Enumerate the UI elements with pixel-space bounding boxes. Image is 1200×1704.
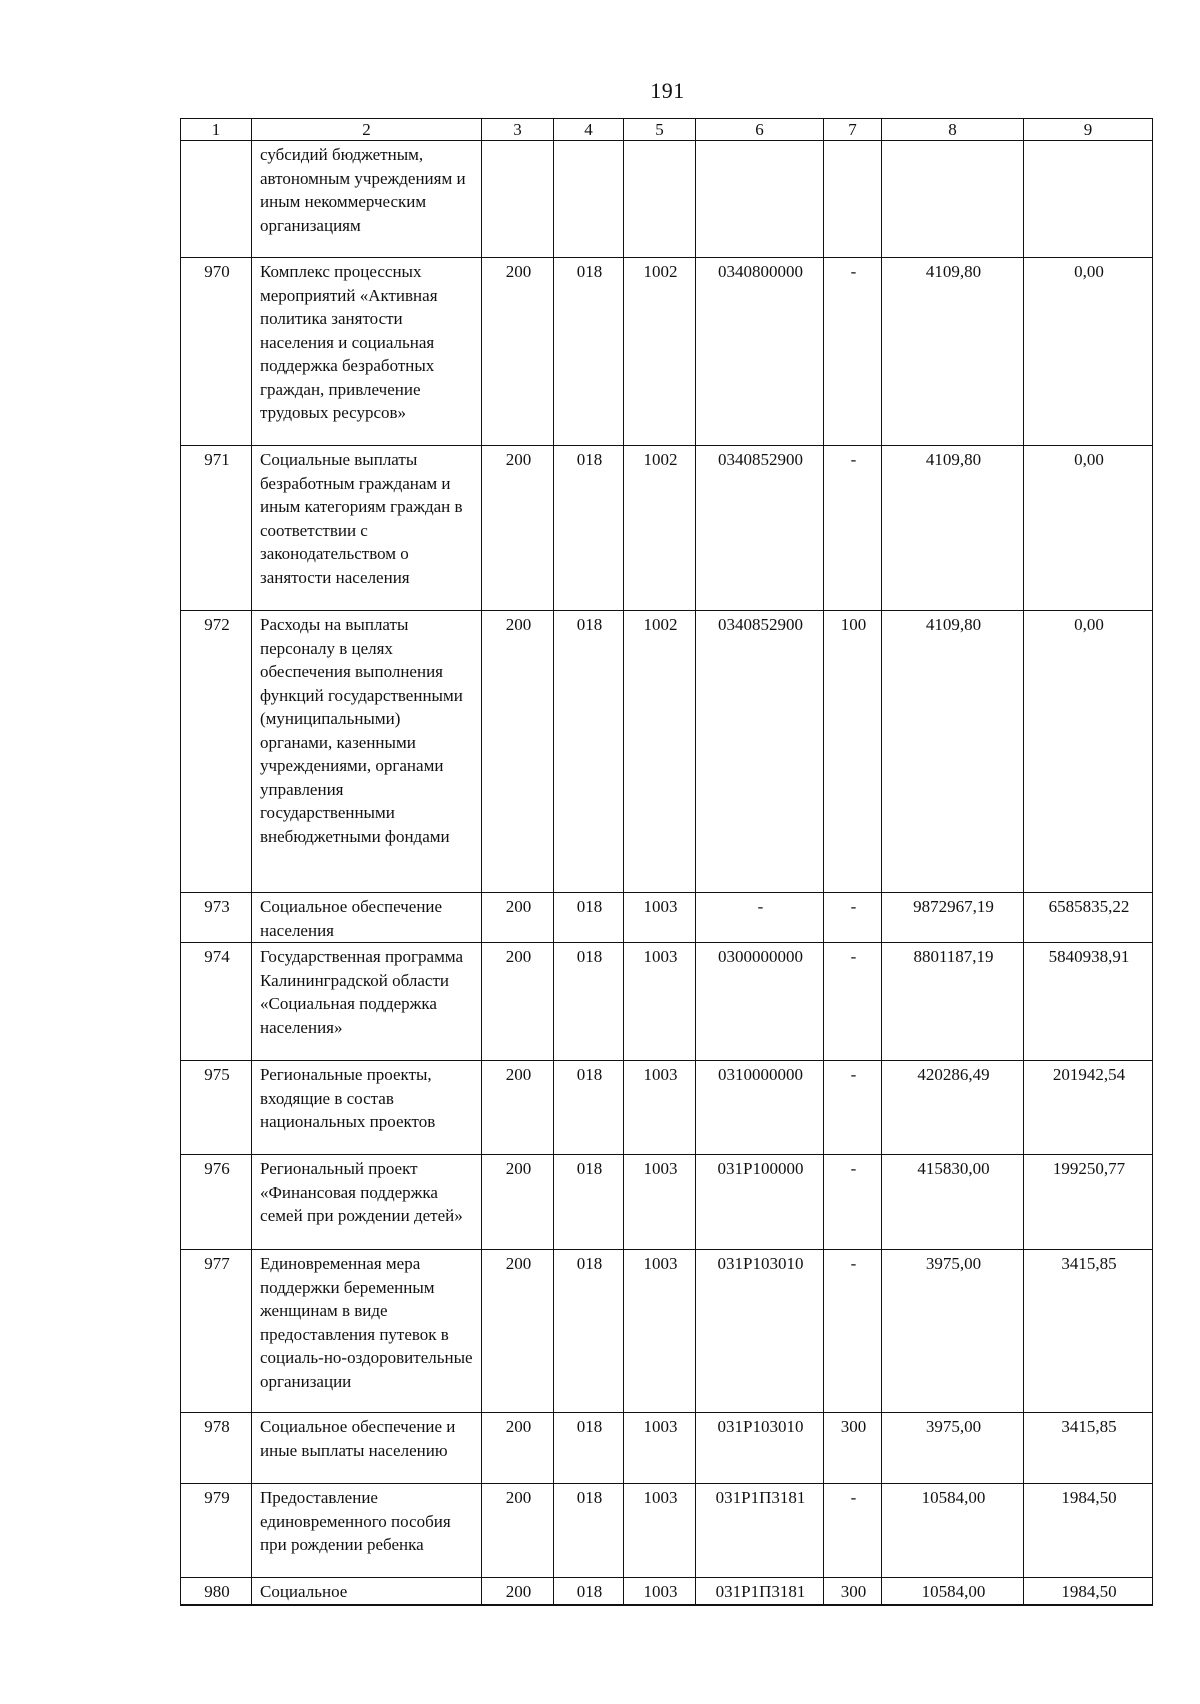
header-cell: 9 [1024, 119, 1153, 141]
row-name: Комплекс процессных мероприятий «Активная политика занятости населения и социальная поддержка безработных граждан, привлечение трудовых ресурсов» [252, 258, 482, 446]
cell-col7: - [824, 258, 882, 446]
cell-col7: - [824, 943, 882, 1061]
cell-col9: 3415,85 [1024, 1250, 1153, 1413]
cell-col7: - [824, 893, 882, 943]
row-name: Региональные проекты, входящие в состав национальных проектов [252, 1061, 482, 1155]
cell-col6: 0340852900 [696, 446, 824, 611]
cell-col5: 1003 [624, 943, 696, 1061]
table-row [181, 943, 1153, 1061]
cell-col3: 200 [482, 893, 554, 943]
cell-col6 [696, 141, 824, 258]
cell-col5: 1003 [624, 1484, 696, 1578]
cell-col8: 4109,80 [882, 611, 1024, 893]
cell-col8: 4109,80 [882, 446, 1024, 611]
cell-col8: 4109,80 [882, 258, 1024, 446]
cell-col3: 200 [482, 258, 554, 446]
row-number: 973 [181, 893, 252, 943]
cell-col6: 0300000000 [696, 943, 824, 1061]
row-name: Расходы на выплаты персоналу в целях обеспечения выполнения функций государственными (муниципальными) органами, казенными учреждениями, органами управления государственными внебюджетными фондами [252, 611, 482, 893]
cell-col5: 1003 [624, 1413, 696, 1484]
table-row [181, 893, 1153, 943]
cell-col4: 018 [554, 943, 624, 1061]
cell-col3: 200 [482, 1413, 554, 1484]
table-row [181, 1484, 1153, 1578]
cell-col6: 031P100000 [696, 1155, 824, 1250]
cell-col6: 031P1П3181 [696, 1578, 824, 1605]
table-row [181, 446, 1153, 611]
row-name: Социальное [252, 1578, 482, 1605]
cell-col4: 018 [554, 258, 624, 446]
row-number: 977 [181, 1250, 252, 1413]
row-name: Региональный проект «Финансовая поддержка семей при рождении детей» [252, 1155, 482, 1250]
cell-col3: 200 [482, 1250, 554, 1413]
cell-col8: 420286,49 [882, 1061, 1024, 1155]
cell-col4: 018 [554, 893, 624, 943]
table-row [181, 1578, 1153, 1605]
cell-col5: 1003 [624, 1578, 696, 1605]
cell-col8: 415830,00 [882, 1155, 1024, 1250]
cell-col8 [882, 141, 1024, 258]
row-number: 978 [181, 1413, 252, 1484]
cell-col5: 1003 [624, 1061, 696, 1155]
cell-col4: 018 [554, 1484, 624, 1578]
row-name: Государственная программа Калининградской области «Социальная поддержка населения» [252, 943, 482, 1061]
cell-col6: 0340800000 [696, 258, 824, 446]
header-cell: 1 [181, 119, 252, 141]
row-number: 972 [181, 611, 252, 893]
cell-col5: 1003 [624, 893, 696, 943]
cell-col9: 199250,77 [1024, 1155, 1153, 1250]
row-number: 975 [181, 1061, 252, 1155]
cell-col4: 018 [554, 1413, 624, 1484]
cell-col6: 031P103010 [696, 1413, 824, 1484]
cell-col9: 6585835,22 [1024, 893, 1153, 943]
cell-col5: 1003 [624, 1250, 696, 1413]
cell-col8: 3975,00 [882, 1250, 1024, 1413]
cell-col8: 9872967,19 [882, 893, 1024, 943]
header-row [181, 119, 1153, 141]
cell-col5: 1002 [624, 258, 696, 446]
cell-col9: 0,00 [1024, 611, 1153, 893]
cell-col7: - [824, 1155, 882, 1250]
cell-col3: 200 [482, 1155, 554, 1250]
table-row [181, 1413, 1153, 1484]
cell-col6: 031P1П3181 [696, 1484, 824, 1578]
header-cell: 5 [624, 119, 696, 141]
cell-col4: 018 [554, 1061, 624, 1155]
cell-col9: 1984,50 [1024, 1484, 1153, 1578]
cell-col3: 200 [482, 611, 554, 893]
cell-col7: - [824, 1250, 882, 1413]
row-number: 979 [181, 1484, 252, 1578]
cell-col6: - [696, 893, 824, 943]
cell-col3: 200 [482, 1484, 554, 1578]
row-name: Социальное обеспечение и иные выплаты населению [252, 1413, 482, 1484]
header-cell: 8 [882, 119, 1024, 141]
cell-col4: 018 [554, 611, 624, 893]
header-cell: 7 [824, 119, 882, 141]
cell-col9: 1984,50 [1024, 1578, 1153, 1605]
table-row [181, 141, 1153, 258]
cell-col5: 1002 [624, 446, 696, 611]
cell-col3: 200 [482, 943, 554, 1061]
cell-col7: - [824, 446, 882, 611]
cell-col8: 8801187,19 [882, 943, 1024, 1061]
cell-col9: 0,00 [1024, 258, 1153, 446]
cell-col4 [554, 141, 624, 258]
cell-col3: 200 [482, 1578, 554, 1605]
table-row [181, 611, 1153, 893]
cell-col5 [624, 141, 696, 258]
header-cell: 6 [696, 119, 824, 141]
cell-col3: 200 [482, 446, 554, 611]
row-name: Социальные выплаты безработным гражданам и иным категориям граждан в соответствии с законодательством о занятости населения [252, 446, 482, 611]
cell-col4: 018 [554, 1155, 624, 1250]
cell-col6: 031P103010 [696, 1250, 824, 1413]
header-cell: 3 [482, 119, 554, 141]
row-number [181, 141, 252, 258]
cell-col3: 200 [482, 1061, 554, 1155]
cell-col9: 0,00 [1024, 446, 1153, 611]
cell-col8: 10584,00 [882, 1578, 1024, 1605]
cell-col9: 5840938,91 [1024, 943, 1153, 1061]
header-cell: 4 [554, 119, 624, 141]
budget-table [180, 118, 1153, 1606]
table-row [181, 1250, 1153, 1413]
row-number: 970 [181, 258, 252, 446]
cell-col4: 018 [554, 446, 624, 611]
table-row [181, 1155, 1153, 1250]
cell-col7: 100 [824, 611, 882, 893]
table-row [181, 258, 1153, 446]
cell-col7 [824, 141, 882, 258]
row-number: 974 [181, 943, 252, 1061]
page-number: 191 [650, 78, 685, 103]
cell-col9: 3415,85 [1024, 1413, 1153, 1484]
cell-col9: 201942,54 [1024, 1061, 1153, 1155]
cell-col7: 300 [824, 1578, 882, 1605]
cell-col7: - [824, 1061, 882, 1155]
row-name: Предоставление единовременного пособия при рождении ребенка [252, 1484, 482, 1578]
row-number: 971 [181, 446, 252, 611]
row-name: Единовременная мера поддержки беременным женщинам в виде предоставления путевок в социаль-но-оздоровительные организации [252, 1250, 482, 1413]
cell-col9 [1024, 141, 1153, 258]
row-name: Социальное обеспечение населения [252, 893, 482, 943]
cell-col5: 1003 [624, 1155, 696, 1250]
cell-col5: 1002 [624, 611, 696, 893]
cell-col6: 0340852900 [696, 611, 824, 893]
row-name: субсидий бюджетным, автономным учреждениям и иным некоммерческим организациям [252, 141, 482, 258]
header-cell: 2 [252, 119, 482, 141]
cell-col8: 3975,00 [882, 1413, 1024, 1484]
cell-col8: 10584,00 [882, 1484, 1024, 1578]
cell-col7: - [824, 1484, 882, 1578]
cell-col6: 0310000000 [696, 1061, 824, 1155]
cell-col4: 018 [554, 1578, 624, 1605]
row-number: 976 [181, 1155, 252, 1250]
cell-col4: 018 [554, 1250, 624, 1413]
cell-col7: 300 [824, 1413, 882, 1484]
cell-col3 [482, 141, 554, 258]
table-row [181, 1061, 1153, 1155]
row-number: 980 [181, 1578, 252, 1605]
